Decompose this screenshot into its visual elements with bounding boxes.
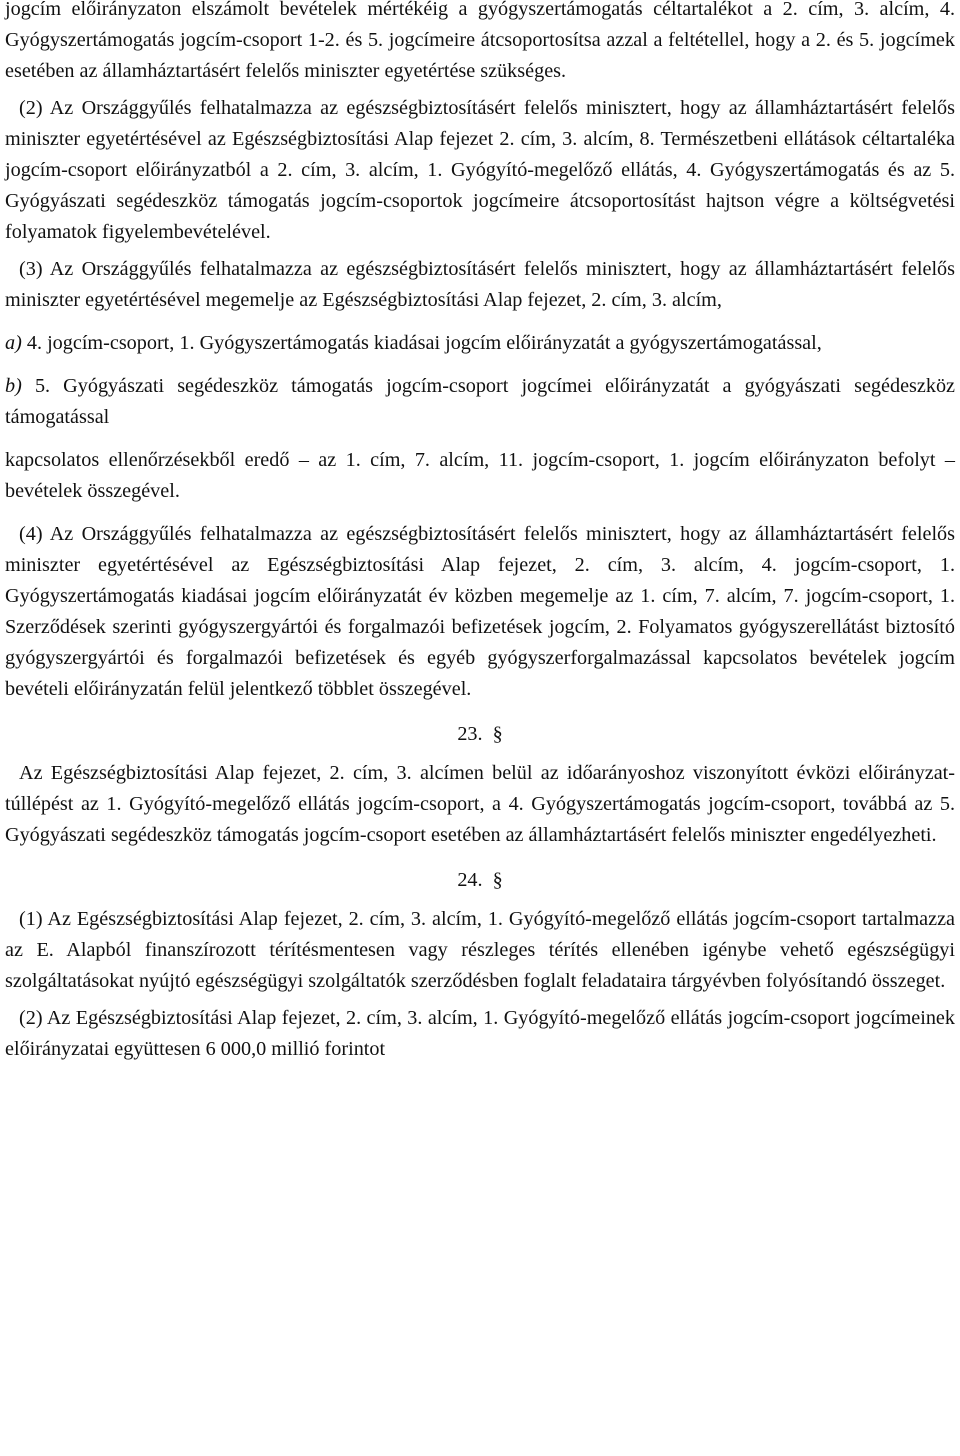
section-number: 23. xyxy=(457,723,483,745)
paragraph-4: (4) Az Országgyűlés felhatalmazza az egészségbiztosításért felelős minisztert, hogy az államháztartásért felelős miniszter egyetértésével az Egészségbiztosítási Alap fejezet, 2. cím, 3. alcím, 4. jogcím-csoport, 1. Gyógyszertámogatás kiadásai jogcím előirányzatát év közben megemelje az 1. cím, 7. alcím, 7. jogcím-csoport, 1. Szerződések szerinti gyógyszergyártói és forgalmazói befizetések jogcím, 2. Folyamatos gyógyszerellátást biztosító gyógyszergyártói és forgalmazói befizetések és egyéb gyógyszerforgalmazással kapcsolatos bevételek jogcím bevételi előirányzatán felül jelentkező többlet összegével. xyxy=(5,523,955,700)
section-number: 24. xyxy=(457,869,483,891)
paragraph-24-1: (1) Az Egészségbiztosítási Alap fejezet, 2. cím, 3. alcím, 1. Gyógyító-megelőző ellátás jogcím-csoport tartalmazza az E. Alapból finanszírozott térítésmentesen vagy részleges térítés ellenében igénybe vehető egészségügyi szolgáltatásokat nyújtó egészségügyi szolgáltatók szerződésben foglalt feladataira tárgyévben folyósítandó összeget. xyxy=(5,908,955,992)
paragraph-24-2: (2) Az Egészségbiztosítási Alap fejezet, 2. cím, 3. alcím, 1. Gyógyító-megelőző ellátás jogcím-csoport jogcímeinek előirányzatai együttesen 6 000,0 millió forintot xyxy=(5,1007,955,1060)
list-item-b-marker: b) xyxy=(5,375,22,397)
section-heading-23 xyxy=(5,719,955,750)
list-item-a-text: 4. jogcím-csoport, 1. Gyógyszertámogatás kiadásai jogcím előirányzatát a gyógyszertámogatással, xyxy=(26,332,822,354)
list-item-b-text: 5. Gyógyászati segédeszköz támogatás jogcím-csoport jogcímei előirányzatát a gyógyászati segédeszköz támogatással xyxy=(5,375,955,428)
section-sign: § xyxy=(492,869,503,891)
document-page xyxy=(5,0,955,1065)
paragraph-3: (3) Az Országgyűlés felhatalmazza az egészségbiztosításért felelős minisztert, hogy az államháztartásért felelős miniszter egyetértésével megemelje az Egészségbiztosítási Alap fejezet, 2. cím, 3. alcím, xyxy=(5,258,955,311)
paragraph-continuation: jogcím előirányzaton elszámolt bevételek mértékéig a gyógyszertámogatás céltartalékot a 2. cím, 3. alcím, 4. Gyógyszertámogatás jogcím-csoport 1-2. és 5. jogcímeire átcsoportosítsa azzal a feltétellel, hogy a 2. és 5. jogcímek esetében az államháztartásért felelős miniszter egyetértése szükséges. xyxy=(5,0,955,82)
list-item-a xyxy=(5,328,955,359)
list-item-a-marker: a) xyxy=(5,332,22,354)
paragraph-2: (2) Az Országgyűlés felhatalmazza az egészségbiztosításért felelős minisztert, hogy az államháztartásért felelős miniszter egyetértésével az Egészségbiztosítási Alap fejezet 2. cím, 3. alcím, 8. Természetbeni ellátások céltartaléka jogcím-csoport előirányzatból a 2. cím, 3. alcím, 1. Gyógyító-megelőző ellátás, 4. Gyógyszertámogatás és az 5. Gyógyászati segédeszköz támogatás jogcím-csoportok jogcímeire átcsoportosítást hajtson végre a költségvetési folyamatok figyelembevételével. xyxy=(5,97,955,243)
paragraph-3-closing: kapcsolatos ellenőrzésekből eredő – az 1. cím, 7. alcím, 11. jogcím-csoport, 1. jogcím előirányzaton befolyt – bevételek összegével. xyxy=(5,449,955,502)
paragraph-section-23: Az Egészségbiztosítási Alap fejezet, 2. cím, 3. alcímen belül az időarányoshoz viszonyított évközi előirányzat-túllépést az 1. Gyógyító-megelőző ellátás jogcím-csoport, a 4. Gyógyszertámogatás jogcím-csoport, továbbá az 5. Gyógyászati segédeszköz támogatás jogcím-csoport esetében az államháztartásért felelős miniszter engedélyezheti. xyxy=(5,762,955,846)
section-heading-24 xyxy=(5,865,955,896)
list-item-b xyxy=(5,371,955,433)
section-sign: § xyxy=(492,723,503,745)
